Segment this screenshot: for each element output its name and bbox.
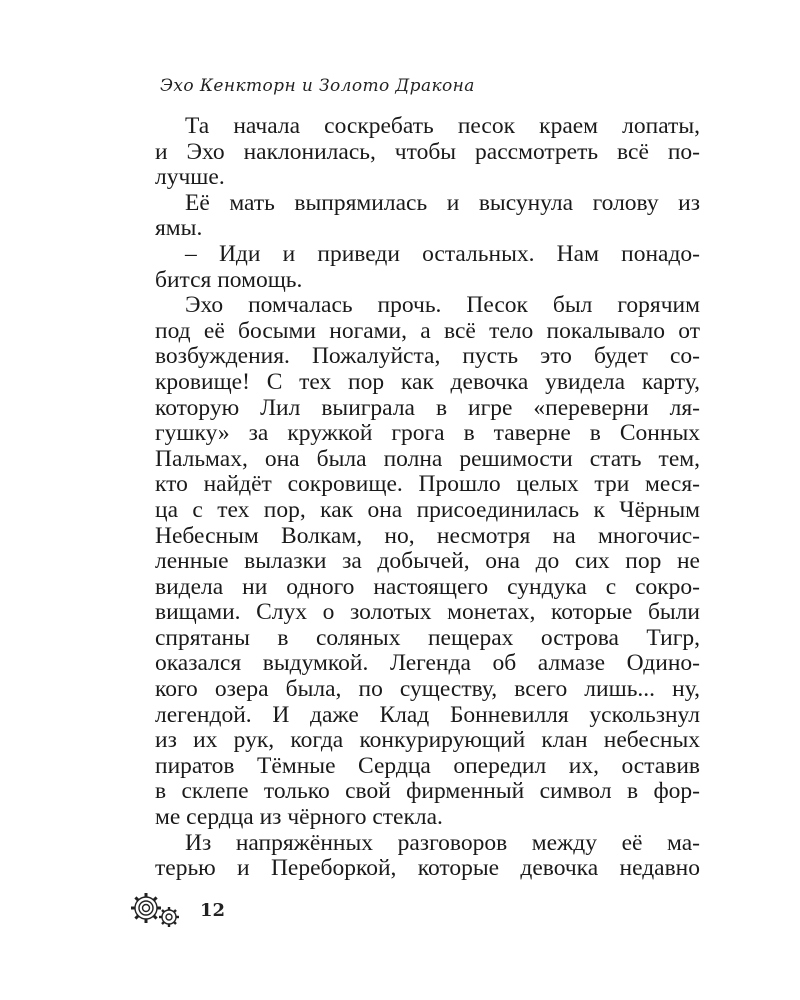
text-line: гушку» за кружкой грога в таверне в Сонных xyxy=(155,420,700,447)
text-line: кто найдёт сокровище. Прошло целых три меся- xyxy=(155,471,700,498)
text-line: возбуждения. Пожалуйста, пусть это будет со- xyxy=(155,343,700,370)
text-line: оказался выдумкой. Легенда об алмазе Одино- xyxy=(155,650,700,677)
text-line: кровище! С тех пор как девочка увидела карту, xyxy=(155,368,700,395)
running-head: Эхо Кенкторн и Золото Дракона xyxy=(160,76,475,96)
gear-ornament-icon xyxy=(128,890,186,930)
text-line: легендой. И даже Клад Бонневилля ускользнул xyxy=(155,701,700,728)
text-line: терью и Переборкой, которые девочка недавно xyxy=(155,855,700,882)
body-text xyxy=(155,114,700,882)
text-line: Её мать выпрямилась и высунула голову из xyxy=(185,189,700,216)
text-line: ямы. xyxy=(155,215,203,242)
text-line: пиратов Тёмные Сердца опередил их, оставив xyxy=(155,752,700,779)
page-footer xyxy=(128,890,225,930)
text-line: лучше. xyxy=(155,164,225,191)
text-line: из их рук, когда конкурирующий клан небесных xyxy=(155,727,700,754)
text-line: Из напряжённых разговоров между её ма- xyxy=(185,829,700,856)
text-line: Та начала соскребать песок краем лопаты, xyxy=(185,113,700,139)
text-line: видела ни одного настоящего сундука с сокро- xyxy=(155,573,700,600)
text-line: – Иди и приведи остальных. Нам понадо- xyxy=(185,240,700,267)
text-line: Пальмах, она была полна решимости стать тем, xyxy=(155,445,700,472)
text-line: Небесным Волкам, но, несмотря на многочис- xyxy=(155,522,700,549)
text-line: под её босыми ногами, а всё тело покалывало от xyxy=(155,317,700,344)
text-line: ленные вылазки за добычей, она до сих пор не xyxy=(155,548,700,575)
text-line: Эхо помчалась прочь. Песок был горячим xyxy=(185,292,700,319)
page-number: 12 xyxy=(200,899,226,921)
text-line: ца с тех пор, как она присоединилась к Чёрным xyxy=(155,496,700,523)
text-line: и Эхо наклонилась, чтобы рассмотреть всё по- xyxy=(155,138,700,165)
text-line: вищами. Слух о золотых монетах, которые были xyxy=(155,599,700,626)
text-line: спрятаны в соляных пещерах острова Тигр, xyxy=(155,624,700,651)
text-line: кого озера была, по существу, всего лишь... ну, xyxy=(155,676,700,703)
text-line: ме сердца из чёрного стекла. xyxy=(155,804,443,831)
text-line: которую Лил выиграла в игре «переверни ля- xyxy=(155,394,700,421)
text-line: в склепе только свой фирменный символ в фор- xyxy=(155,778,700,805)
text-line: бится помощь. xyxy=(155,266,303,293)
